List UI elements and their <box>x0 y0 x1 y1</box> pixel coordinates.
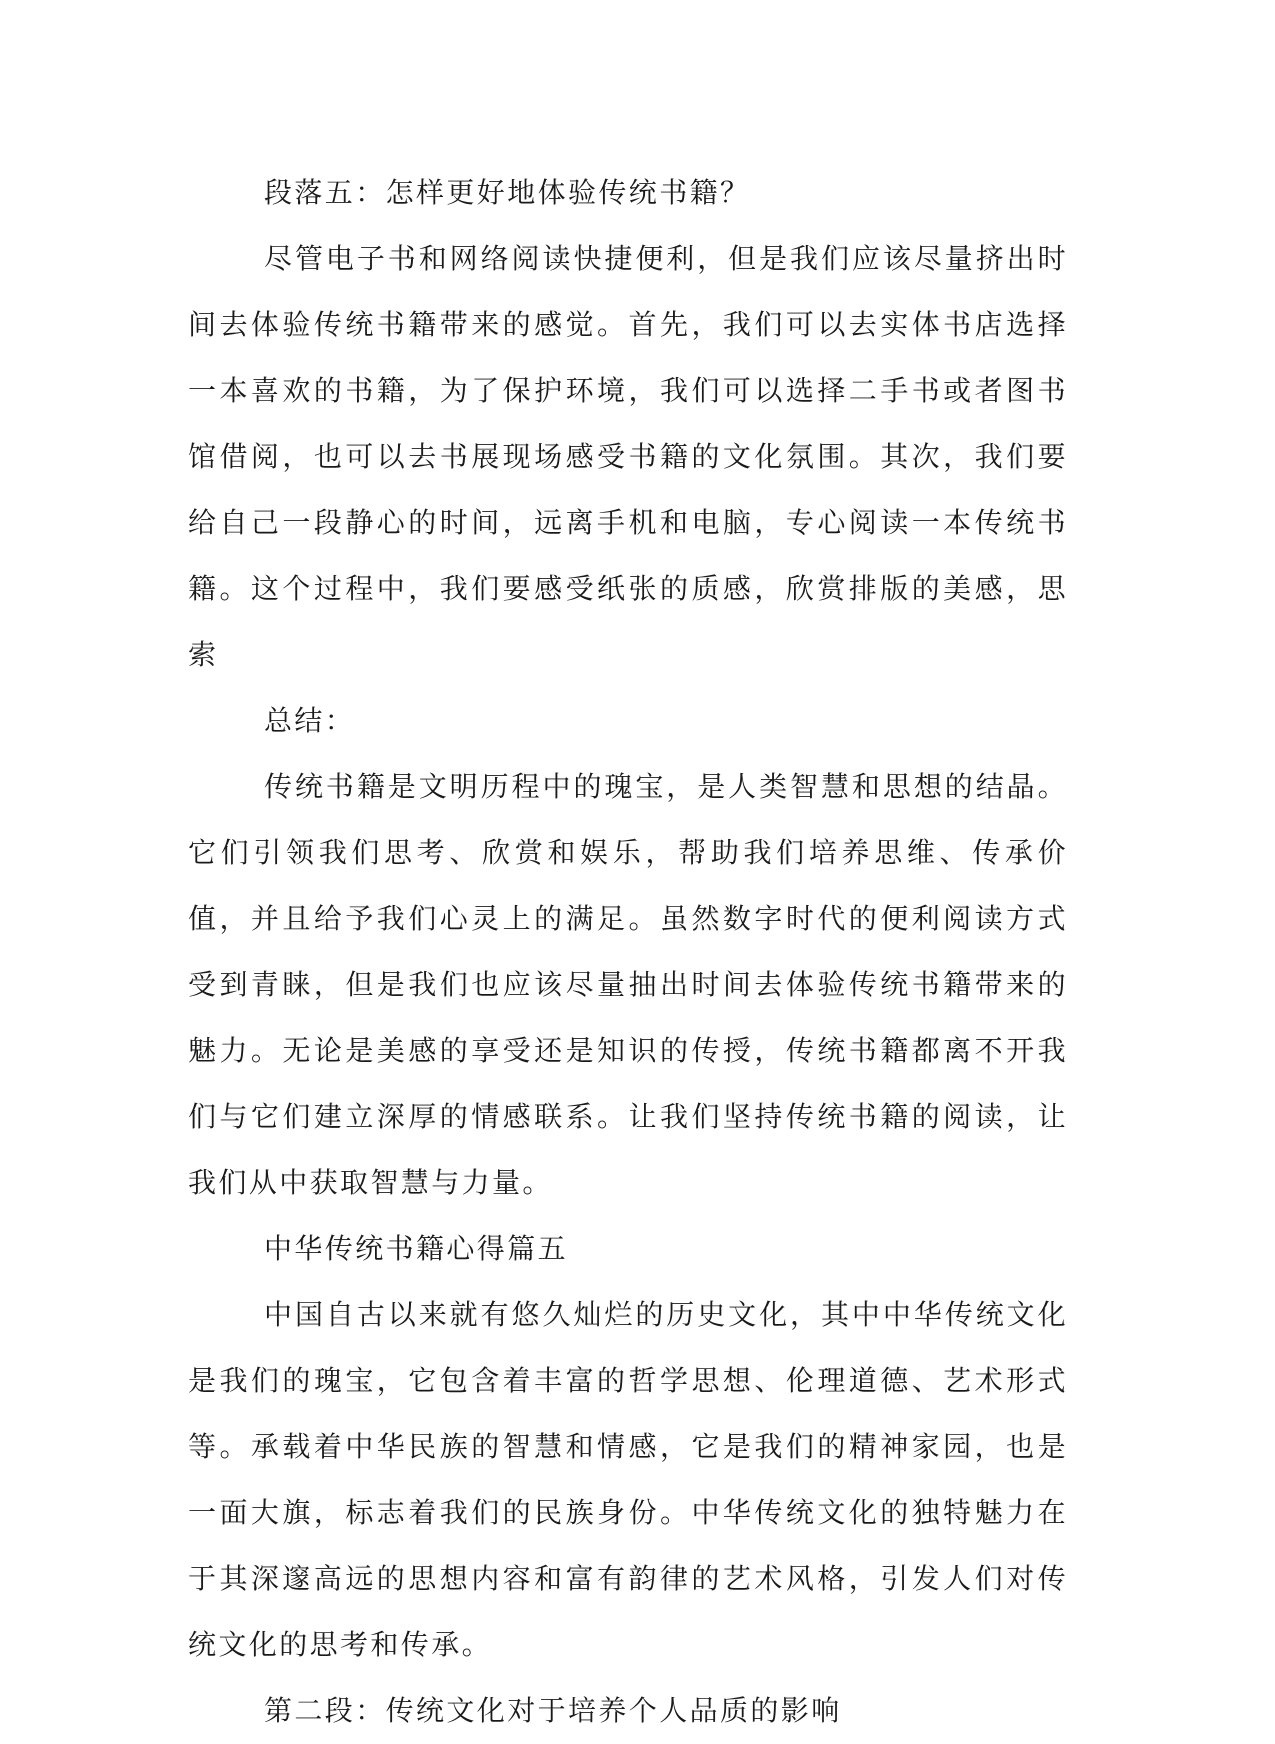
intro-paragraph: 中国自古以来就有悠久灿烂的历史文化，其中中华传统文化是我们的瑰宝，它包含着丰富的哲学思想、伦理道德、艺术形式等。承载着中华民族的智慧和情感，它是我们的精神家园，也是一面大旗，标志着我们的民族身份。中华传统文化的独特魅力在于其深邃高远的思想内容和富有韵律的艺术风格，引发人们对传统文化的思考和传承。 <box>188 1298 1068 1661</box>
section-five-heading: 段落五：怎样更好地体验传统书籍？ <box>264 176 751 209</box>
document-body <box>188 160 1068 1744</box>
summary-heading: 总结： <box>264 704 356 737</box>
summary-paragraph: 传统书籍是文明历程中的瑰宝，是人类智慧和思想的结晶。它们引领我们思考、欣赏和娱乐，帮助我们培养思维、传承价值，并且给予我们心灵上的满足。虽然数字时代的便利阅读方式受到青睐，但是我们也应该尽量抽出时间去体验传统书籍带来的魅力。无论是美感的享受还是知识的传授，传统书籍都离不开我们与它们建立深厚的情感联系。让我们坚持传统书籍的阅读，让我们从中获取智慧与力量。 <box>188 770 1068 1199</box>
section-two-heading: 第二段：传统文化对于培养个人品质的影响 <box>264 1694 842 1727</box>
section-five-paragraph: 尽管电子书和网络阅读快捷便利，但是我们应该尽量挤出时间去体验传统书籍带来的感觉。首先，我们可以去实体书店选择一本喜欢的书籍，为了保护环境，我们可以选择二手书或者图书馆借阅，也可以去书展现场感受书籍的文化氛围。其次，我们要给自己一段静心的时间，远离手机和电脑，专心阅读一本传统书籍。这个过程中，我们要感受纸张的质感，欣赏排版的美感，思索 <box>188 242 1068 671</box>
article-title: 中华传统书籍心得篇五 <box>264 1232 569 1265</box>
